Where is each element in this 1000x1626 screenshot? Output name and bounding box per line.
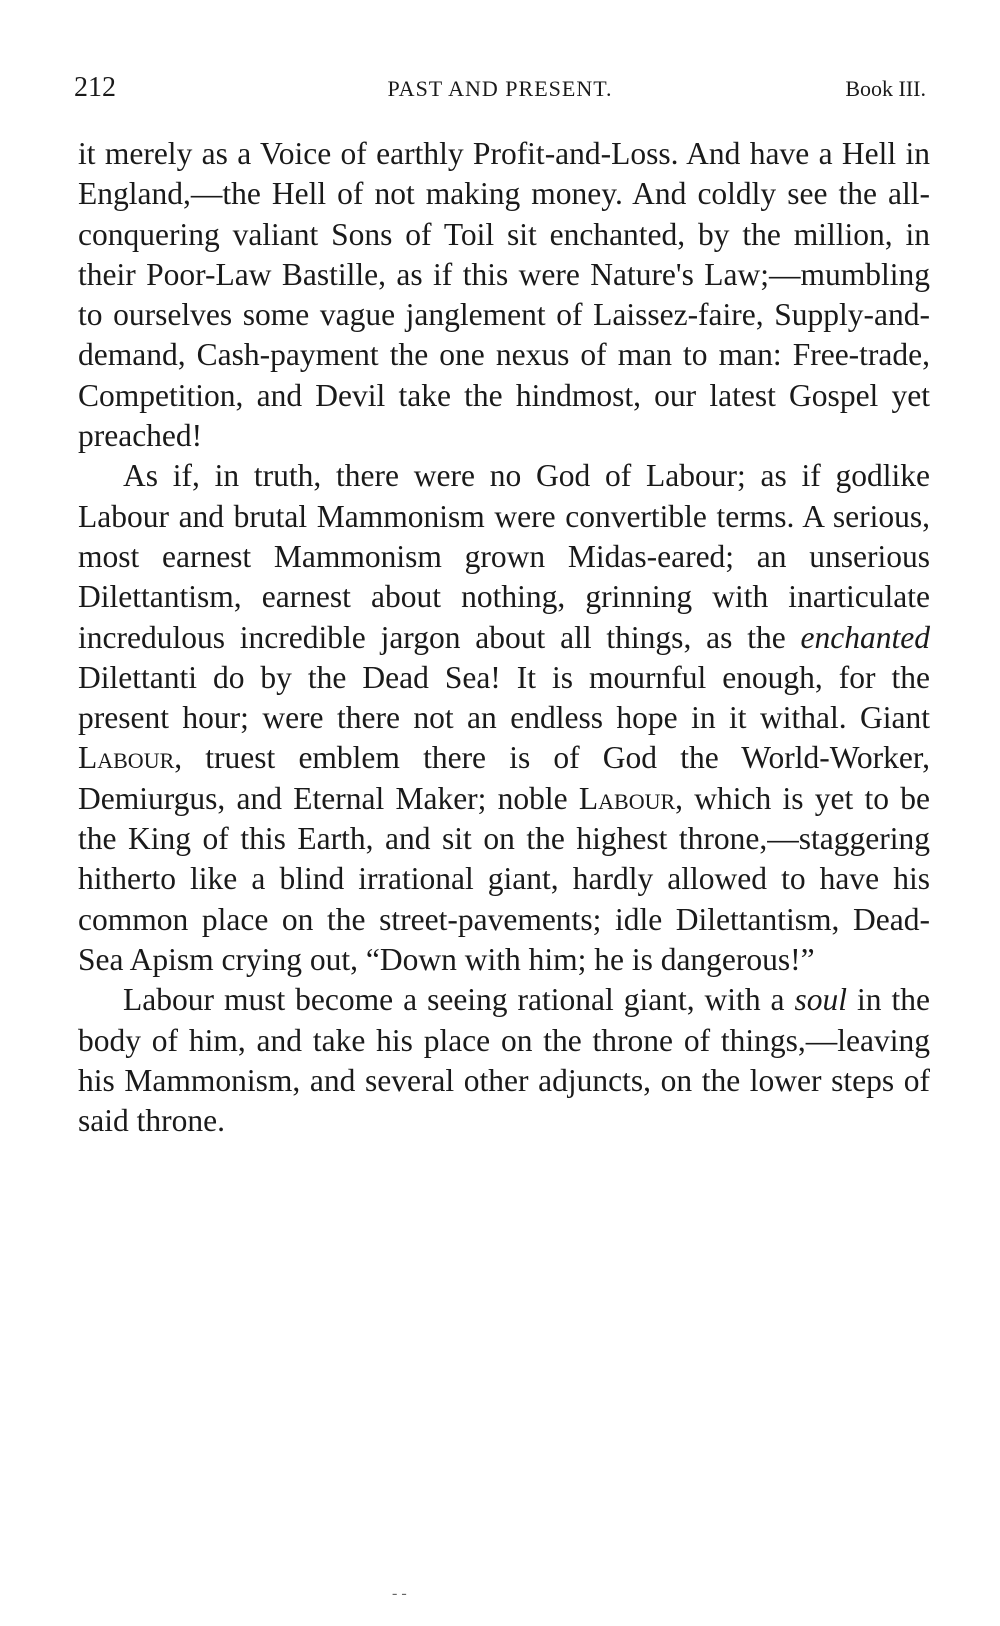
smallcaps-labour-2: Labour bbox=[578, 780, 676, 816]
italic-enchanted: enchanted bbox=[800, 619, 930, 655]
running-title: PAST AND PRESENT. bbox=[387, 76, 613, 101]
paragraph-1: it merely as a Voice of earthly Profit-and-Loss. And have a Hell in England,—the Hell of not making money. And coldly see the all-conquering valiant Sons of Toil sit enchanted, by the million, in their Poor-Law Bastille, as if this were Nature's Law;—mumbling to ourselves some vague janglement of Laissez-faire, Supply-and-demand, Cash-payment the one nexus of man to man: Free-trade, Competition, and Devil take the hindmost, our latest Gospel yet preached! bbox=[78, 136, 930, 454]
paragraph-2 bbox=[78, 456, 930, 980]
main-text bbox=[78, 134, 930, 1141]
paragraph-3-part-c: in the body of him, and take his place on the throne of things,—leaving his Mammonism, and several other adjuncts, on the lower steps of said throne. bbox=[78, 982, 930, 1139]
italic-soul: soul bbox=[794, 982, 848, 1018]
paragraph-2-part-c: Dilettanti do by the Dead Sea! It is mournful enough, for the present hour; were there not an endless hope in it withal. Giant bbox=[78, 659, 930, 736]
page-number: 212 bbox=[74, 72, 116, 103]
paragraph-2-part-g: , which is yet to be the King of this Earth, and sit on the highest throne,—staggering hitherto like a blind irrational giant, hardly allowed to have his common place on the street-pavements; idle Dilettantism, Dead-Sea Apism crying out, “Down with him; he is dangerous!” bbox=[78, 780, 930, 977]
book-label: Book III. bbox=[845, 76, 926, 101]
paragraph-3-part-a: Labour must become a seeing rational giant, with a bbox=[123, 982, 795, 1018]
footer-mark: - - bbox=[392, 1585, 407, 1602]
paragraph-2-part-a: As if, in truth, there were no God of Labour; as if godlike Labour and brutal Mammonism were convertible terms. A serious, most earnest Mammonism grown Midas-eared; an unserious Dilettantism, earnest about nothing, grinning with inarticulate incredulous incredible jargon about all things, as the bbox=[78, 458, 930, 655]
paragraph-3 bbox=[78, 980, 930, 1141]
page-header bbox=[74, 72, 926, 112]
smallcaps-labour-1: Labour bbox=[78, 740, 175, 776]
paragraph-2-part-e: , truest emblem there is of God the World-Worker, Demiurgus, and Eternal Maker; noble bbox=[78, 740, 930, 816]
